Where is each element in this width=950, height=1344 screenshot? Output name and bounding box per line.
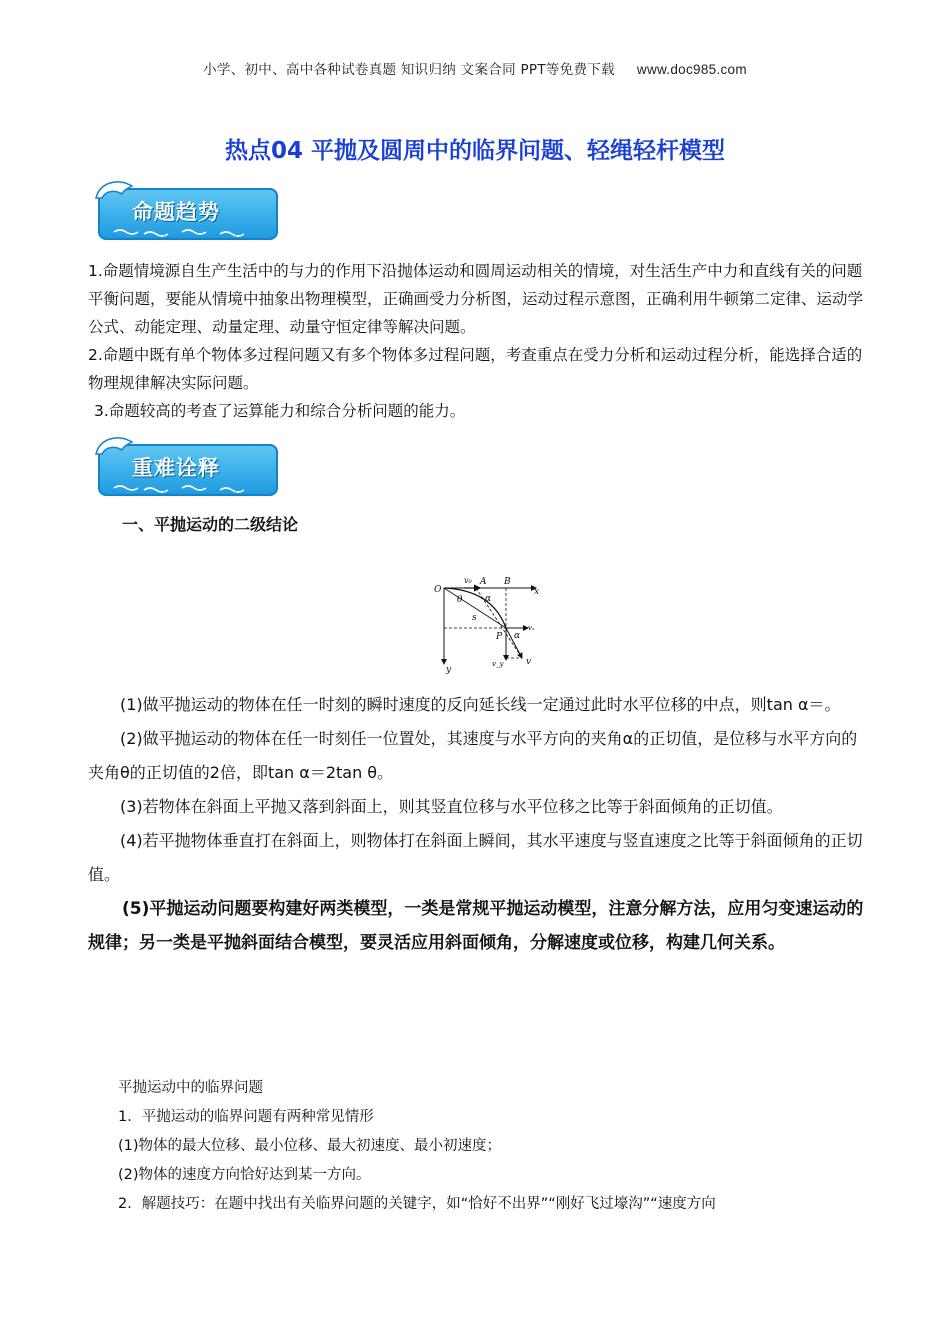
conclusion-5: (5)平抛运动问题要构建好两类模型，一类是常规平抛运动模型，注意分解方法，应用匀变速运动的规律；另一类是平抛斜面结合模型，要灵活应用斜面倾角，分解速度或位移，构建几何关系。 — [88, 899, 864, 953]
conclusion-3: (3)若物体在斜面上平抛又落到斜面上，则其竖直位移与水平位移之比等于斜面倾角的正切值。 — [120, 797, 783, 816]
critical-p3: (2)物体的速度方向恰好达到某一方向。 — [118, 1167, 371, 1183]
critical-section — [118, 1074, 878, 1219]
label-v0: v₀ — [464, 576, 472, 585]
conclusions — [88, 688, 868, 960]
label-y: y — [446, 665, 452, 675]
label-alpha-p: α — [514, 631, 521, 641]
trend-item-1: 1.命题情境源自生产生活中的与力的作用下沿抛体运动和圆周运动相关的情境，对生活生产中力和直线有关的问题平衡问题，要能从情境中抽象出物理模型，正确画受力分析图，运动过程示意图，正确利用牛顿第二定律、运动学公式、动能定理、动量定理、动量守恒定律等解决问题。 — [88, 262, 864, 336]
label-P: P — [496, 632, 503, 642]
label-vy: v_y — [492, 660, 504, 668]
critical-p4: 2．解题技巧：在题中找出有关临界问题的关键字，如“恰好不出界”“刚好飞过壕沟”“速度方向 — [118, 1196, 716, 1212]
banner-label: 命题趋势 — [132, 200, 220, 224]
header-text: 小学、初中、高中各种试卷真题 知识归纳 文案合同 PPT等免费下载 — [203, 62, 615, 78]
label-x: x — [534, 587, 540, 597]
projectile-figure — [430, 572, 550, 678]
label-s: s — [472, 613, 477, 623]
header-site[interactable]: www.doc985.com — [636, 62, 747, 77]
page-header — [0, 58, 950, 78]
label-O: O — [434, 585, 442, 595]
banner-trend — [92, 176, 282, 246]
section-heading: 一、平抛运动的二级结论 — [122, 515, 299, 534]
label-A: A — [480, 577, 487, 587]
label-vx: vₓ — [528, 624, 535, 632]
conclusion-4: (4)若平抛物体垂直打在斜面上，则物体打在斜面上瞬间，其水平速度与竖直速度之比等于斜面倾角的正切值。 — [88, 831, 863, 884]
conclusion-1: (1)做平抛运动的物体在任一时刻的瞬时速度的反向延长线一定通过此时水平位移的中点，则tan α＝。 — [120, 695, 841, 714]
label-alpha-top: α — [485, 594, 492, 604]
critical-p2: (1)物体的最大位移、最小位移、最大初速度、最小初速度； — [118, 1138, 502, 1154]
critical-p1: 1．平抛运动的临界问题有两种常见情形 — [118, 1109, 374, 1125]
banner-label: 重难诠释 — [132, 456, 220, 480]
trend-item-3: 3.命题较高的考查了运算能力和综合分析问题的能力。 — [94, 402, 466, 420]
critical-heading: 平抛运动中的临界问题 — [118, 1080, 263, 1096]
label-v: v — [526, 657, 532, 667]
trend-text — [88, 257, 868, 425]
page-title: 热点04 平抛及圆周中的临界问题、轻绳轻杆模型 — [224, 138, 725, 164]
label-B: B — [504, 577, 511, 587]
label-theta: θ — [457, 595, 463, 605]
banner-difficult — [92, 432, 282, 502]
trend-item-2: 2.命题中既有单个物体多过程问题又有多个物体多过程问题，考查重点在受力分析和运动过程分析，能选择合适的物理规律解决实际问题。 — [88, 346, 863, 392]
conclusion-2: (2)做平抛运动的物体在任一时刻任一位置处，其速度与水平方向的夹角α的正切值，是位移与水平方向的夹角θ的正切值的2倍，即tan α＝2tan θ。 — [88, 729, 858, 782]
